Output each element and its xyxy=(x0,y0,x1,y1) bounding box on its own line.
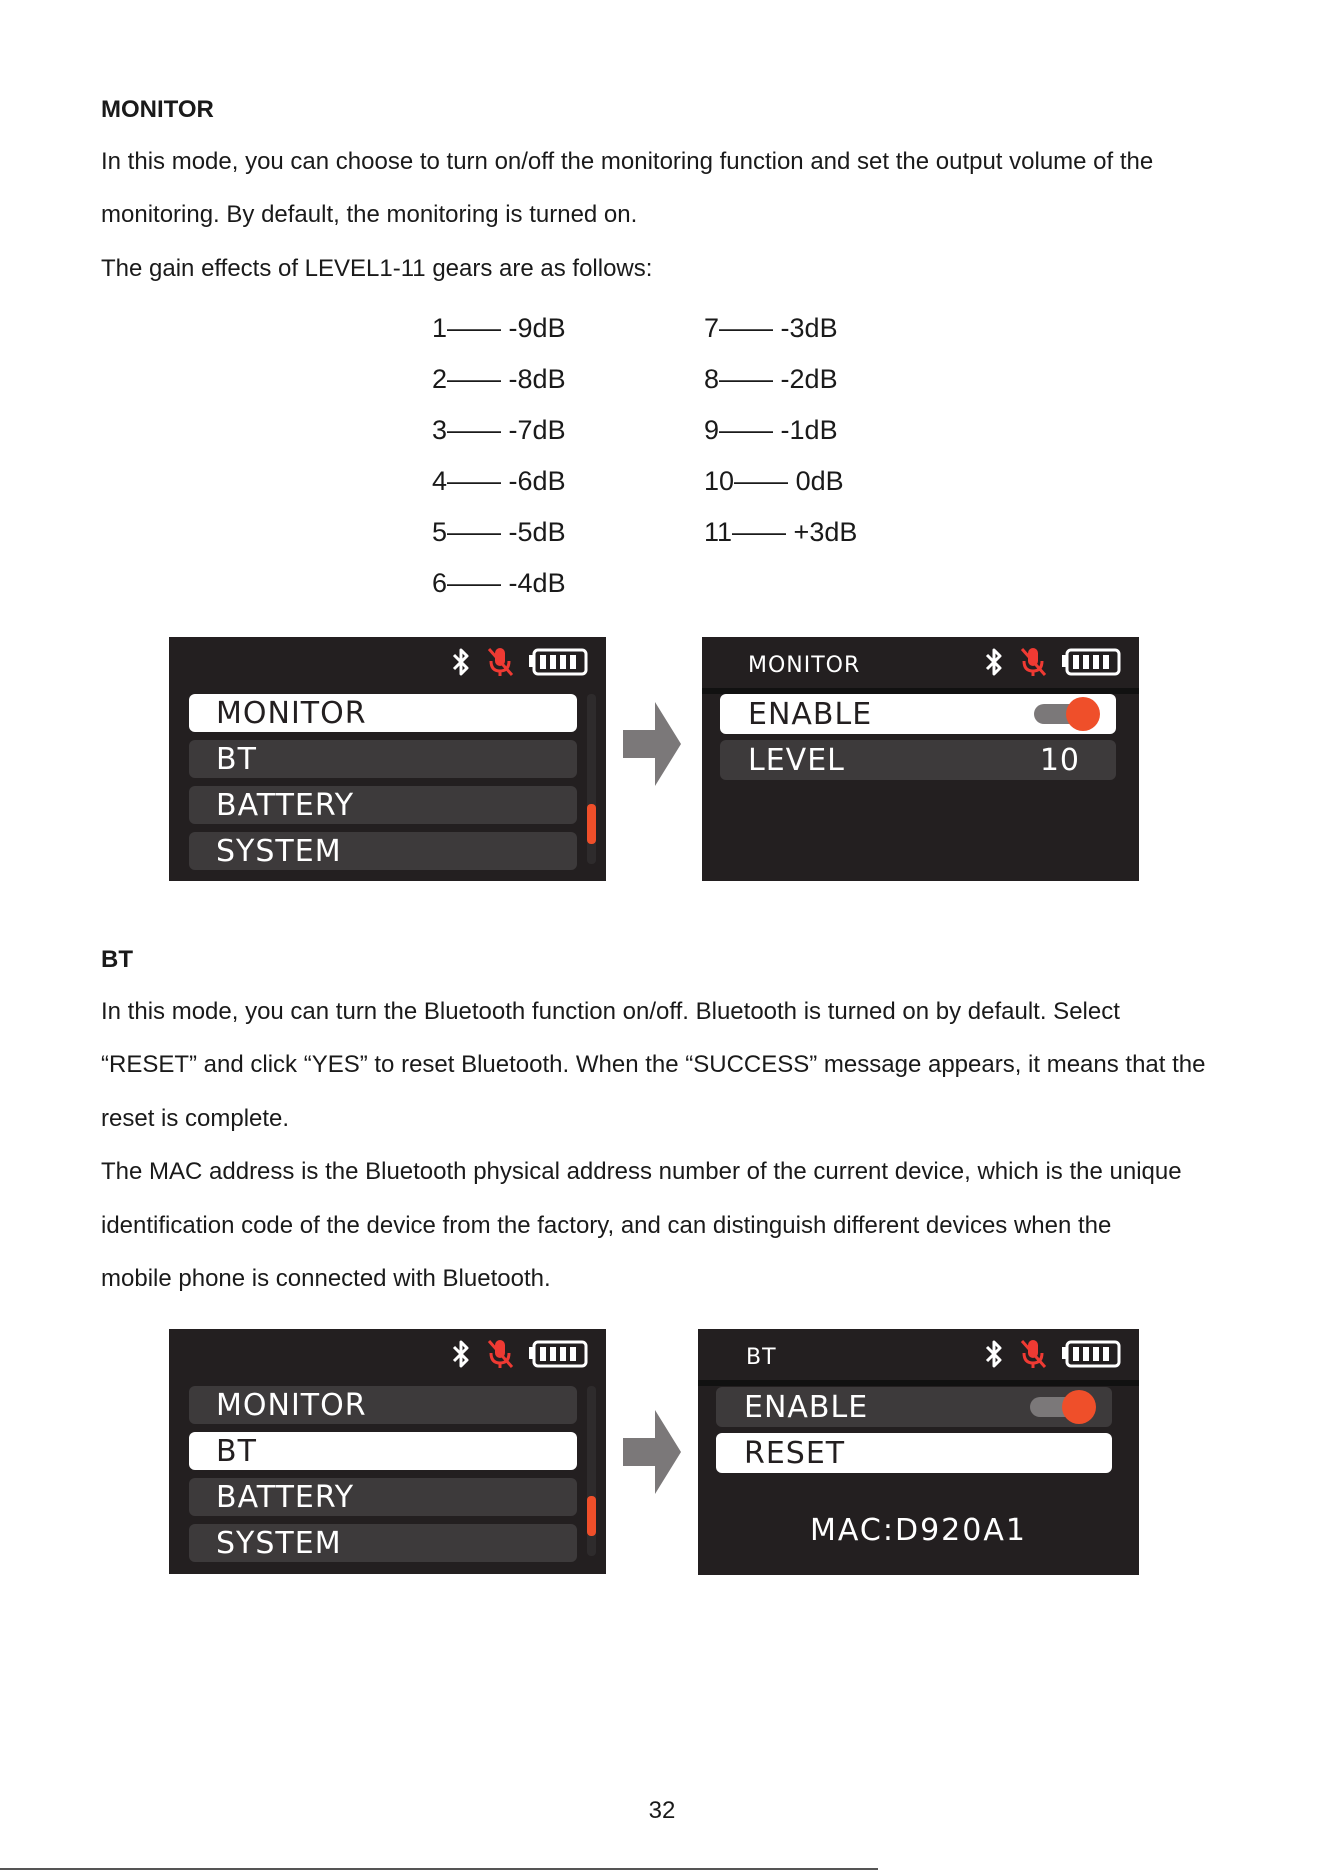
bt-paragraph-line-2: “RESET” and click “YES” to reset Bluetooth. When the “SUCCESS” message appears, it means that the xyxy=(101,1051,1206,1078)
gain-intro: The gain effects of LEVEL1-11 gears are as follows: xyxy=(101,255,653,282)
screen-title: BT xyxy=(746,1345,777,1370)
bluetooth-icon xyxy=(983,646,1005,682)
bt-paragraph-line-5: identification code of the device from the factory, and can distinguish different devices when the xyxy=(101,1212,1112,1239)
arrow-right-icon xyxy=(623,1410,683,1499)
gain-row: 4—— -6dB xyxy=(432,466,566,496)
gain-row: 8—— -2dB xyxy=(704,364,838,394)
gain-row: 10—— 0dB xyxy=(704,466,844,496)
mac-address: MAC:D920A1 xyxy=(810,1513,1027,1548)
title-divider xyxy=(698,1380,1139,1386)
battery-icon xyxy=(1061,648,1121,680)
enable-label: ENABLE xyxy=(748,697,873,732)
scroll-thumb[interactable] xyxy=(587,1496,596,1536)
gain-row: 9—— -1dB xyxy=(704,415,838,445)
bt-heading: BT xyxy=(101,946,133,973)
enable-label: ENABLE xyxy=(744,1390,869,1425)
bt-paragraph-line-6: mobile phone is connected with Bluetooth. xyxy=(101,1265,551,1292)
menu-item-system[interactable]: SYSTEM xyxy=(189,1524,577,1562)
battery-icon xyxy=(528,648,588,680)
scrollbar[interactable] xyxy=(587,1386,596,1556)
toggle-knob xyxy=(1062,1390,1096,1424)
menu-item-monitor[interactable]: MONITOR xyxy=(189,694,577,732)
enable-toggle[interactable] xyxy=(1034,700,1098,728)
battery-icon xyxy=(528,1340,588,1372)
monitor-enable-item[interactable] xyxy=(720,694,1116,734)
bluetooth-icon xyxy=(450,1338,472,1374)
mic-muted-icon xyxy=(486,646,514,682)
bt-reset-item[interactable]: RESET xyxy=(716,1433,1112,1473)
bt-paragraph-line-3: reset is complete. xyxy=(101,1105,290,1132)
bluetooth-icon xyxy=(450,646,472,682)
gain-row: 7—— -3dB xyxy=(704,313,838,343)
monitor-paragraph-line-2: monitoring. By default, the monitoring is turned on. xyxy=(101,201,638,228)
menu-item-bt[interactable]: BT xyxy=(189,740,577,778)
page-number: 32 xyxy=(648,1797,676,1824)
menu-item-battery[interactable]: BATTERY xyxy=(189,1478,577,1516)
status-bar xyxy=(450,647,588,681)
bt-enable-item[interactable] xyxy=(716,1387,1112,1427)
monitor-heading: MONITOR xyxy=(101,96,214,123)
device-screen-main-menu xyxy=(169,637,606,881)
device-screen-monitor-menu xyxy=(702,637,1139,881)
mic-muted-icon xyxy=(1019,1338,1047,1374)
bluetooth-icon xyxy=(983,1338,1005,1374)
arrow-right-icon xyxy=(623,702,683,791)
toggle-knob xyxy=(1066,697,1100,731)
menu-item-monitor[interactable]: MONITOR xyxy=(189,1386,577,1424)
device-screen-main-menu-bt xyxy=(169,1329,606,1574)
footer-rule xyxy=(0,1868,878,1870)
menu-item-bt[interactable]: BT xyxy=(189,1432,577,1470)
status-bar xyxy=(983,647,1121,681)
menu-item-system[interactable]: SYSTEM xyxy=(189,832,577,870)
gain-row: 3—— -7dB xyxy=(432,415,566,445)
gain-row: 6—— -4dB xyxy=(432,568,566,598)
mic-muted-icon xyxy=(486,1338,514,1374)
scrollbar[interactable] xyxy=(587,694,596,864)
enable-toggle[interactable] xyxy=(1030,1393,1094,1421)
screen-title: MONITOR xyxy=(748,653,861,678)
bt-paragraph-line-4: The MAC address is the Bluetooth physical address number of the current device, which is the unique xyxy=(101,1158,1182,1185)
level-label: LEVEL xyxy=(748,743,845,778)
gain-row: 11—— +3dB xyxy=(704,517,858,547)
monitor-level-item[interactable] xyxy=(720,740,1116,780)
status-bar xyxy=(450,1339,588,1373)
level-value: 10 xyxy=(1039,743,1080,778)
menu-item-battery[interactable]: BATTERY xyxy=(189,786,577,824)
gain-row: 2—— -8dB xyxy=(432,364,566,394)
mic-muted-icon xyxy=(1019,646,1047,682)
scroll-thumb[interactable] xyxy=(587,804,596,844)
battery-icon xyxy=(1061,1340,1121,1372)
monitor-paragraph-line-1: In this mode, you can choose to turn on/off the monitoring function and set the output volume of the xyxy=(101,148,1154,175)
status-bar xyxy=(983,1339,1121,1373)
gain-row: 5—— -5dB xyxy=(432,517,566,547)
device-screen-bt-menu xyxy=(698,1329,1139,1575)
bt-paragraph-line-1: In this mode, you can turn the Bluetooth function on/off. Bluetooth is turned on by default. Select xyxy=(101,998,1120,1025)
gain-row: 1—— -9dB xyxy=(432,313,566,343)
